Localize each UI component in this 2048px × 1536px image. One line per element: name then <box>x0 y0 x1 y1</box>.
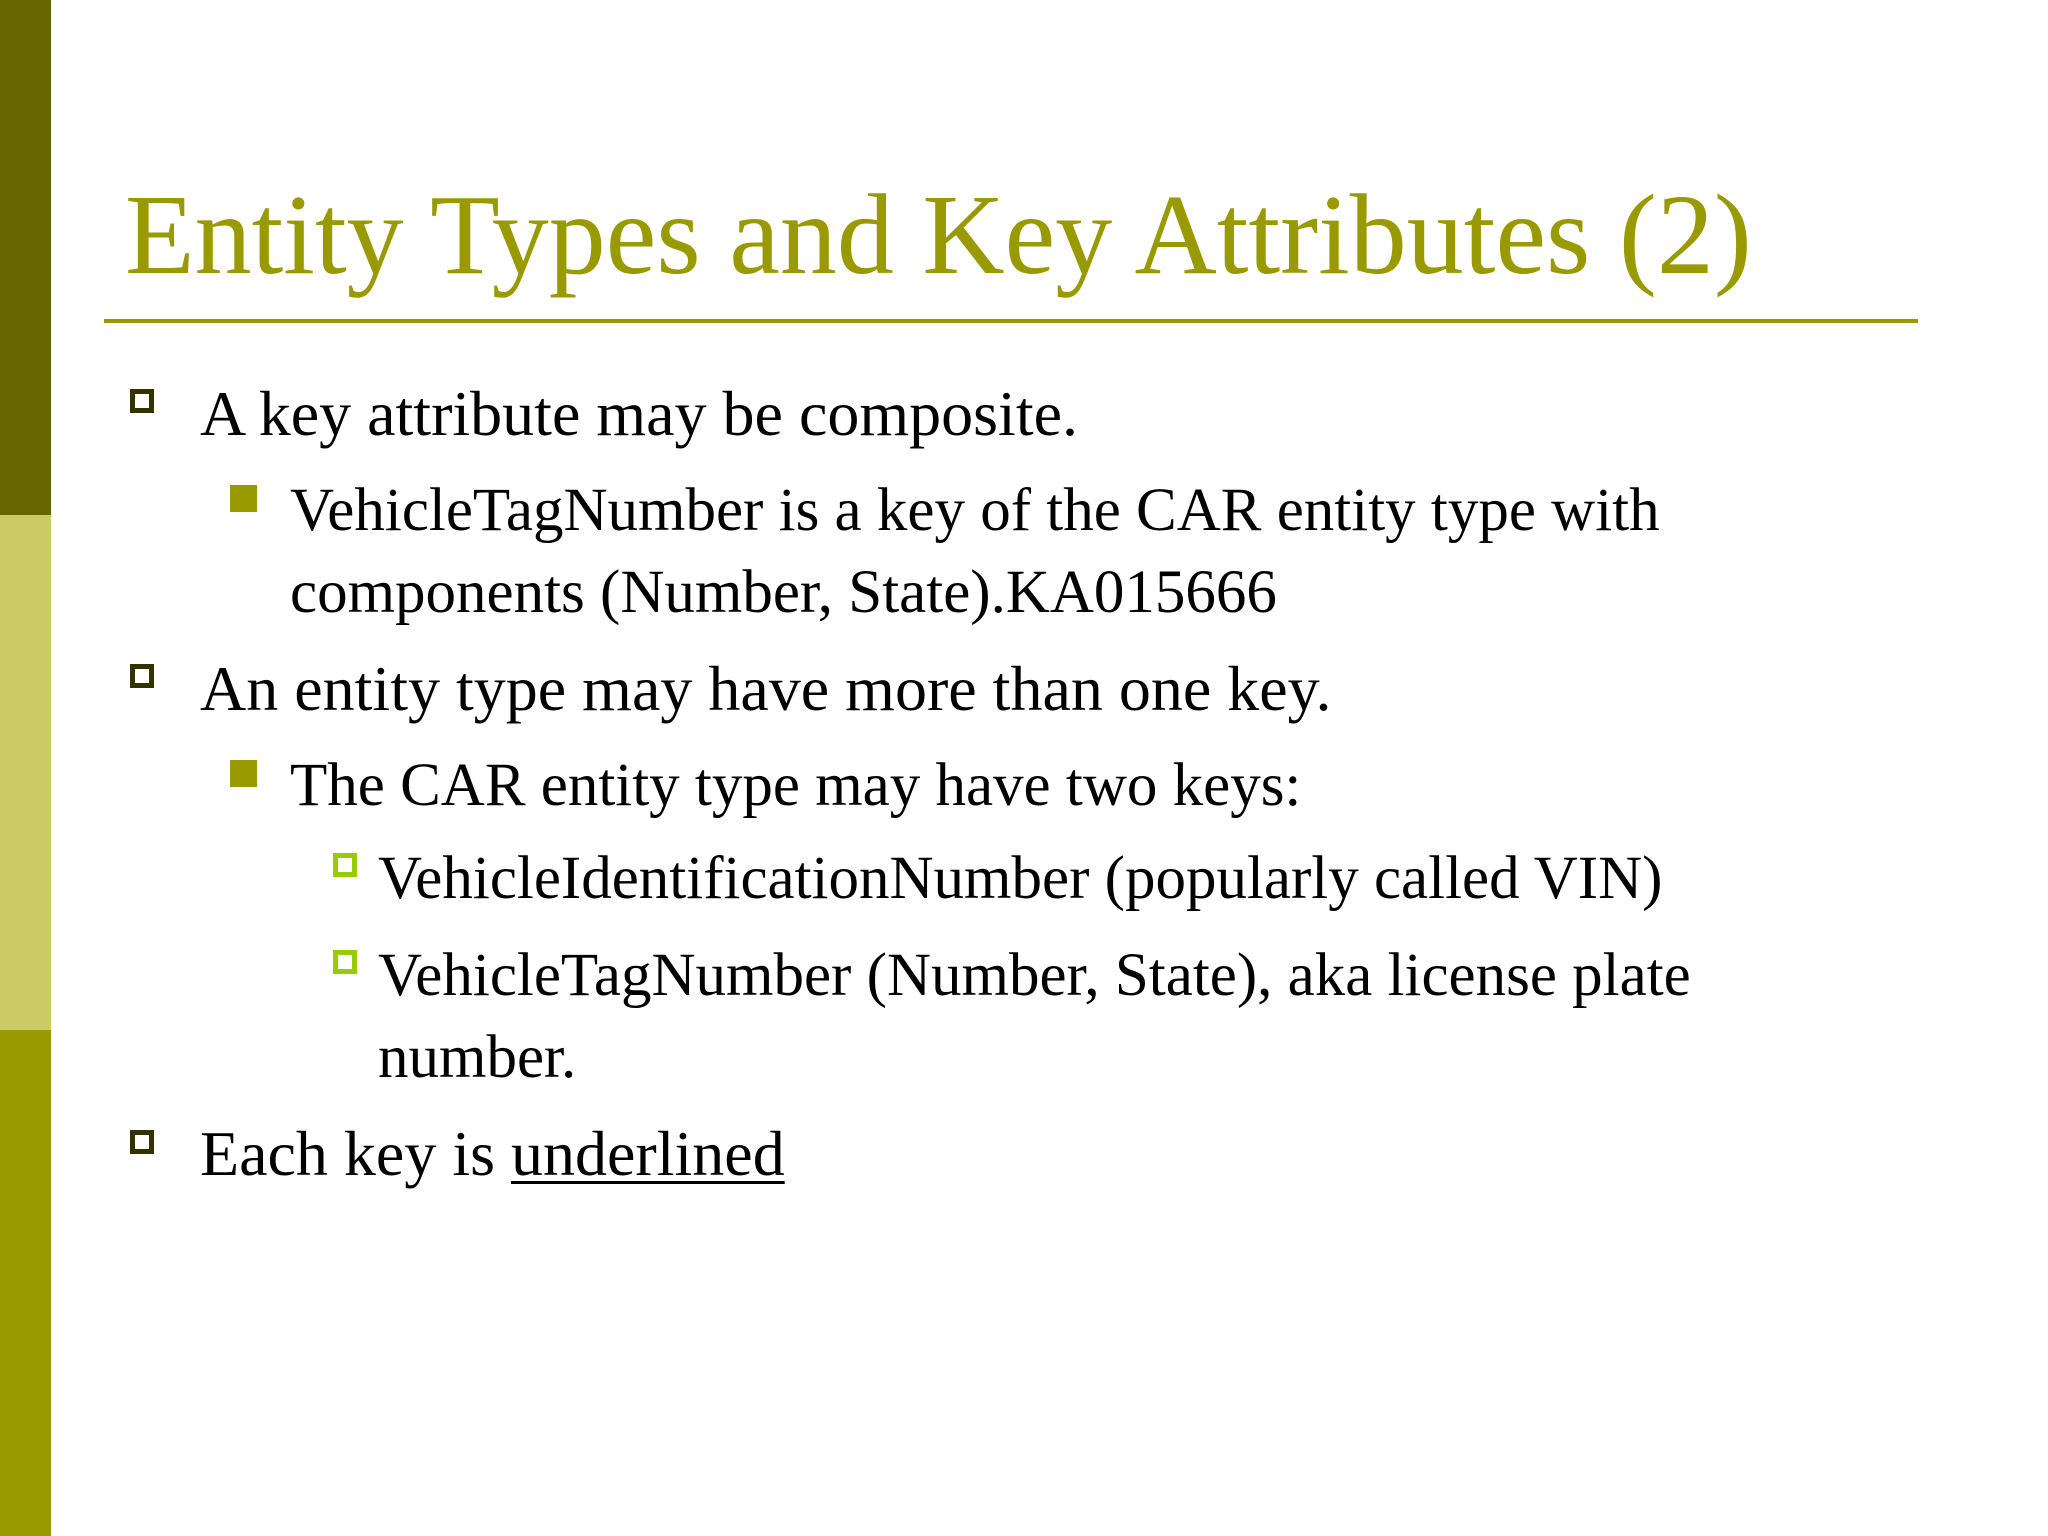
bullet-item-4: The CAR entity type may have two keys: <box>290 752 1302 819</box>
title-underline-rule <box>104 319 1918 323</box>
hollow-green-square-bullet-icon <box>333 950 357 974</box>
bullet-item-7-prefix: Each key is <box>200 1118 511 1189</box>
bullet-item-2-line-1: VehicleTagNumber is a key of the CAR entity type with <box>290 477 1660 544</box>
bullet-item-6-line-1: VehicleTagNumber (Number, State), aka license plate <box>378 942 1691 1009</box>
bullet-item-2-line-2: components (Number, State).KA015666 <box>290 559 1277 626</box>
bullet-item-3: An entity type may have more than one key. <box>200 653 1332 724</box>
bullet-item-7 <box>200 1118 785 1189</box>
hollow-square-bullet-icon <box>130 389 154 413</box>
hollow-square-bullet-icon <box>130 664 154 688</box>
underlined-word: underlined <box>511 1118 785 1189</box>
side-bar-top <box>0 0 51 515</box>
bullet-item-5: VehicleIdentificationNumber (popularly called VIN) <box>378 845 1663 912</box>
hollow-green-square-bullet-icon <box>333 853 357 877</box>
side-bar-middle <box>0 515 51 1030</box>
hollow-square-bullet-icon <box>130 1130 154 1154</box>
filled-square-bullet-icon <box>230 485 257 512</box>
side-bar-bottom <box>0 1030 51 1536</box>
slide-title: Entity Types and Key Attributes (2) <box>125 171 1752 298</box>
filled-square-bullet-icon <box>230 760 257 787</box>
bullet-item-6-line-2: number. <box>378 1024 577 1091</box>
bullet-item-1: A key attribute may be composite. <box>200 378 1078 449</box>
